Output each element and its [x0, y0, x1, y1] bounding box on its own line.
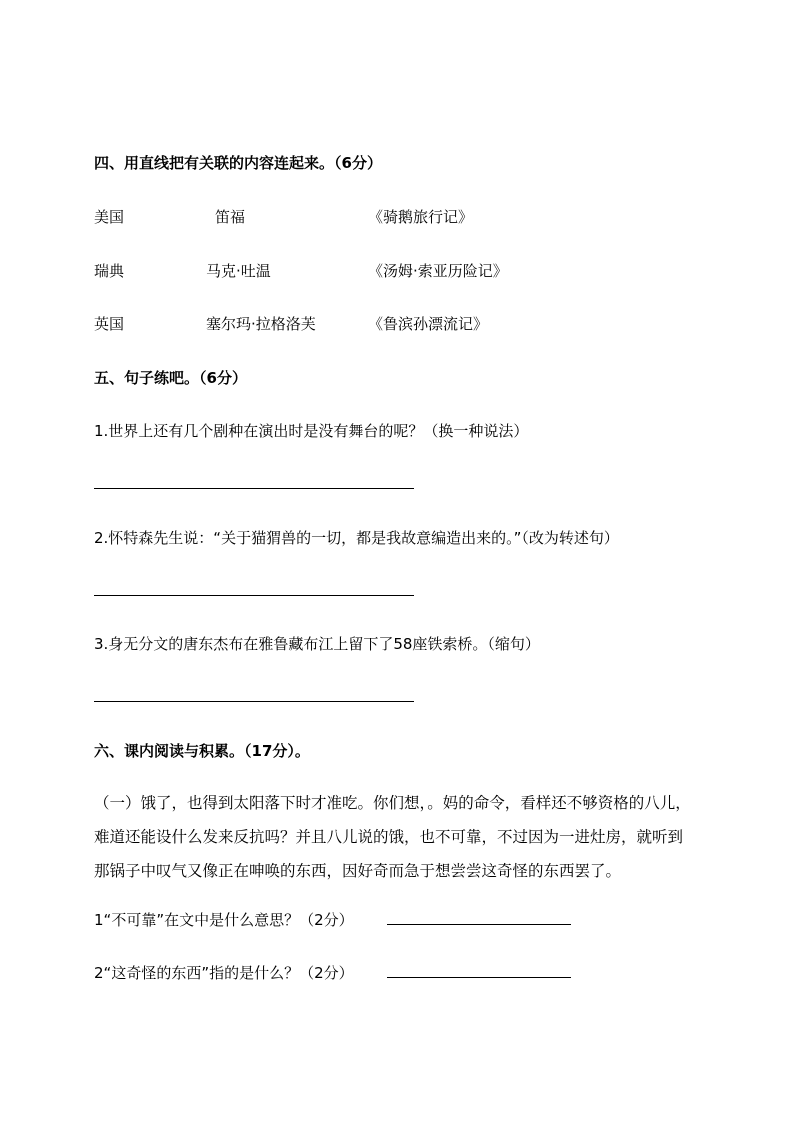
reading-answer-line-2[interactable]: [387, 977, 571, 978]
passage-line: 那锅子中叹气又像正在呻唤的东西，因好奇而急于想尝尝这奇怪的东西罢了。: [94, 862, 622, 880]
book-label: 《鲁滨孙漂流记》: [368, 315, 489, 333]
person-label: 塞尔玛·拉格洛芙: [206, 315, 316, 333]
passage-line: （一）饿了，也得到太阳落下时才准吃。你们想，。妈的命令，看样还不够资格的八儿，: [94, 794, 691, 812]
person-label: 笛福: [215, 208, 246, 226]
section-6-title: 六、课内阅读与积累。（17分）。: [94, 742, 310, 760]
answer-line-2[interactable]: [94, 595, 414, 596]
reading-question-2: 2“这奇怪的东西”指的是什么？（2分）: [94, 964, 354, 982]
sentence-question-1: 1.世界上还有几个剧种在演出时是没有舞台的呢？（换一种说法）: [94, 422, 529, 440]
reading-passage: [94, 786, 714, 888]
book-label: 《汤姆·索亚历险记》: [368, 262, 508, 280]
sentence-question-3: 3.身无分文的唐东杰布在雅鲁藏布江上留下了58座铁索桥。（缩句）: [94, 635, 540, 653]
section-4-title: 四、用直线把有关联的内容连起来。（6分）: [94, 154, 382, 172]
section-5-title: 五、句子练吧。（6分）: [94, 369, 247, 387]
reading-question-1: 1“不可靠”在文中是什么意思？（2分）: [94, 911, 354, 929]
reading-answer-line-1[interactable]: [387, 924, 571, 925]
answer-line-1[interactable]: [94, 488, 414, 489]
sentence-question-2: 2.怀特森先生说：“关于猫猬兽的一切，都是我故意编造出来的。”（改为转述句）: [94, 529, 619, 547]
person-label: 马克·吐温: [206, 262, 271, 280]
country-label: 美国: [94, 208, 125, 226]
passage-line: 难道还能设什么发来反抗吗？并且八儿说的饿，也不可靠，不过因为一进灶房，就听到: [94, 828, 684, 846]
book-label: 《骑鹅旅行记》: [368, 208, 474, 226]
country-label: 瑞典: [94, 262, 125, 280]
country-label: 英国: [94, 315, 125, 333]
answer-line-3[interactable]: [94, 701, 414, 702]
